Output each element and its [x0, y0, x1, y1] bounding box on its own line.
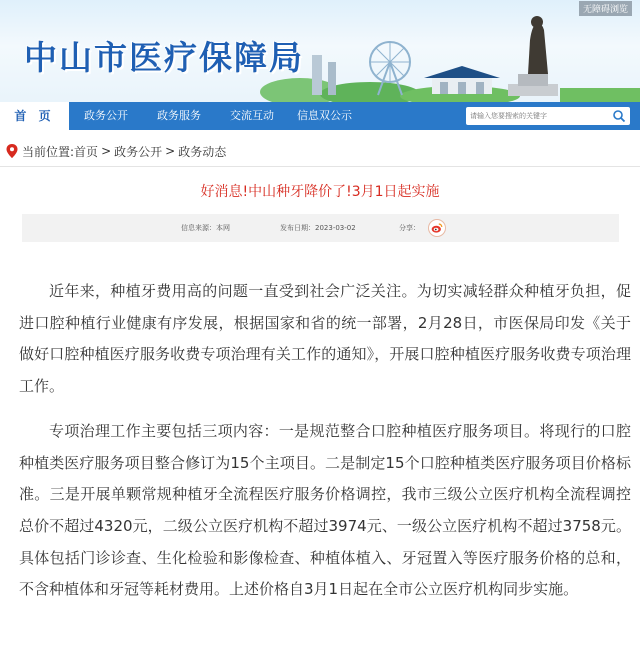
nav-item-interaction[interactable]: 交流互动 — [230, 109, 274, 122]
share-label: 分享： — [399, 224, 420, 232]
article-content — [19, 276, 631, 619]
location-pin-icon — [6, 144, 18, 158]
breadcrumb-separator: > — [101, 144, 112, 158]
breadcrumb-government-news[interactable]: 政务动态 — [178, 144, 227, 159]
weibo-share-icon[interactable] — [428, 219, 446, 237]
article-source: 信息来源：本网 — [181, 224, 230, 232]
article-meta-bar — [22, 214, 619, 242]
nav-home[interactable]: 首 页 — [0, 102, 69, 130]
main-nav — [0, 102, 640, 130]
article-title: 好消息!中山种牙降价了!3月1日起实施 — [200, 184, 440, 200]
accessibility-link[interactable]: 无障碍浏览 — [579, 1, 632, 16]
nav-item-government-services[interactable]: 政务服务 — [157, 109, 201, 122]
site-title: 中山市医疗保障局 — [24, 38, 304, 77]
breadcrumb-separator: > — [165, 144, 176, 158]
site-banner — [0, 0, 640, 102]
article-paragraph: 近年来，种植牙费用高的问题一直受到社会广泛关注。为切实减轻群众种植牙负担，促进口腔种植行业健康有序发展，根据国家和省的统一部署，2月28日，市医保局印发《关于做好口腔种植医疗服务收费专项治理有关工作的通知》，开展口腔种植医疗服务收费专项治理工作。 — [19, 282, 631, 396]
nav-item-info-publicity[interactable]: 信息双公示 — [297, 109, 352, 122]
breadcrumb-prefix: 当前位置: — [22, 144, 75, 159]
breadcrumb-home[interactable]: 首页 — [74, 144, 99, 159]
breadcrumb-government-affairs[interactable]: 政务公开 — [114, 144, 163, 159]
article-paragraph: 专项治理工作主要包括三项内容：一是规范整合口腔种植医疗服务项目。将现行的口腔种植类医疗服务项目整合修订为15个主项目。二是制定15个口腔种植类医疗服务项目价格标准。三是开展单颗常规种植牙全流程医疗服务价格调控，我市三级公立医疗机构全流程调控总价不超过4320元，二级公立医疗机构不超过3974元、一级公立医疗机构不超过3758元。具体包括门诊诊查、生化检验和影像检查、种植体植入、牙冠置入等医疗服务价格的总和，不含种植体和牙冠等耗材费用。上述价格自3月1日起在全市公立医疗机构同步实施。 — [19, 421, 631, 599]
search-icon[interactable] — [612, 109, 626, 123]
search-box — [466, 107, 630, 125]
breadcrumb — [6, 142, 226, 160]
nav-item-government-affairs[interactable]: 政务公开 — [84, 109, 128, 122]
article-date: 发布日期：2023-03-02 — [280, 224, 356, 232]
search-input[interactable] — [470, 107, 608, 125]
divider — [0, 166, 640, 167]
